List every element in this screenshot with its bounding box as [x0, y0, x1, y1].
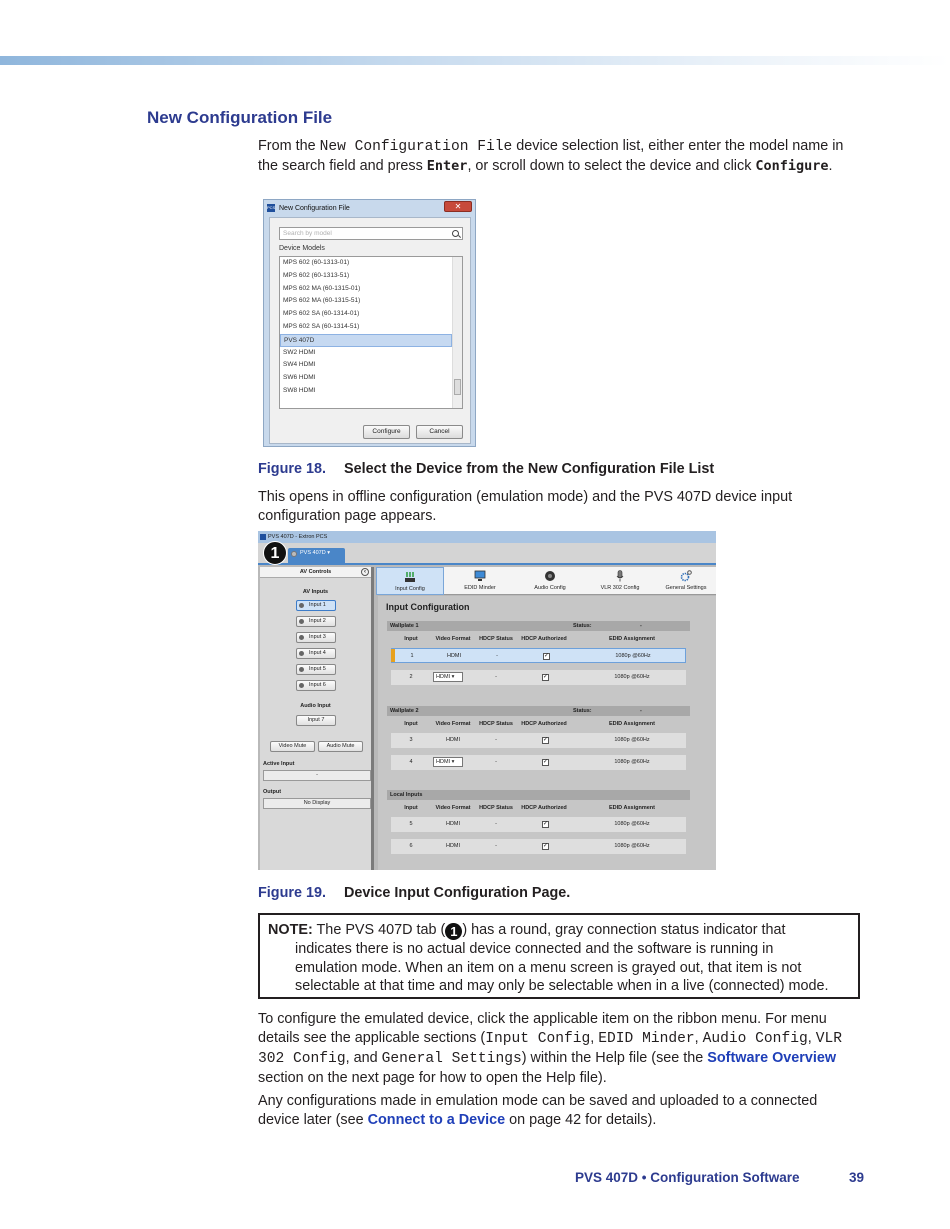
column-header: EDID Assignment	[609, 636, 655, 642]
paragraph-select-device: From the New Configuration File device selection list, either enter the model name in the search field and press Enter, or scroll down to select the device and click Configure.	[258, 138, 844, 174]
input-row[interactable]	[391, 817, 686, 832]
pcs-window-title: PVS 407D - Extron PCS	[258, 531, 716, 543]
row-selected-marker	[391, 649, 395, 662]
input-status-icon	[299, 683, 304, 688]
device-model-item[interactable]: SW4 HDMI	[283, 361, 316, 369]
column-header: EDID Assignment	[609, 805, 655, 811]
column-header: HDCP Authorized	[521, 721, 567, 727]
search-icon[interactable]	[452, 230, 459, 237]
device-model-item[interactable]: MPS 602 SA (60-1314-51)	[283, 322, 360, 330]
video-format: HDMI	[445, 737, 461, 743]
active-input-label: Active Input	[263, 761, 295, 767]
output-label: Output	[263, 789, 282, 795]
column-headers	[387, 804, 690, 813]
section-header: Local Inputs	[387, 790, 690, 800]
figure-19-caption: Figure 19. Device Input Configuration Page.	[258, 885, 571, 901]
section-title: New Configuration File	[147, 108, 333, 127]
device-model-item[interactable]: PVS 407D	[280, 334, 452, 347]
ribbon-audio-config[interactable]: Audio Config	[516, 567, 584, 595]
device-model-item[interactable]: SW6 HDMI	[283, 374, 316, 382]
column-header: Video Format	[435, 721, 471, 727]
input-status-icon	[299, 651, 304, 656]
page-number: 39	[849, 1170, 865, 1185]
input-configuration-heading: Input Configuration	[386, 602, 470, 612]
input-number: 6	[409, 843, 413, 849]
device-model-item[interactable]: MPS 602 MA (60-1315-51)	[283, 297, 361, 305]
av-input-button[interactable]: Input 4	[296, 648, 336, 659]
audio-input-button[interactable]: Input 7	[296, 715, 336, 726]
note-label: NOTE:	[268, 922, 313, 938]
pcs-input-config-screenshot	[258, 531, 716, 870]
column-header: Input	[404, 636, 418, 642]
pcs-app-icon: PCS	[267, 205, 276, 210]
list-scrollbar[interactable]	[452, 257, 462, 408]
device-models-label: Device Models	[279, 245, 325, 252]
ribbon-input-config[interactable]: Input Config	[376, 567, 444, 595]
video-format: HDMI	[445, 821, 461, 827]
ribbon-menu	[376, 567, 716, 595]
hdcp-status: -	[496, 653, 498, 659]
footer-title: PVS 407D • Configuration Software	[575, 1170, 800, 1185]
input-row[interactable]	[391, 733, 686, 748]
paragraph-configure-emulated: To configure the emulated device, click the applicable item on the ribbon menu. For menu details see the applicable sections (Input Config, EDID Minder, Audio Config, VLR 302 Config, and General Settings) within the Help file (see the Software Overview section on the next page for how to open the Help file).	[258, 1011, 842, 1086]
video-format: HDMI	[446, 653, 462, 659]
input-status-icon	[299, 667, 304, 672]
input-number: 3	[409, 737, 413, 743]
section-header: Wallplate 1 Status: -	[387, 621, 690, 631]
av-controls-panel	[260, 567, 374, 870]
section-header: Wallplate 2 Status: -	[387, 706, 690, 716]
ribbon-vlr-302-config[interactable]: VLR 302 Config	[586, 567, 654, 595]
column-headers	[387, 635, 690, 644]
header-gradient-bar	[0, 56, 950, 65]
hdcp-authorized-checkbox[interactable]: ✓	[543, 674, 549, 680]
paragraph-save-configurations: Any configurations made in emulation mode can be saved and uploaded to a connected device later (see Connect to a Device on page 42 for details).	[258, 1093, 818, 1128]
hdcp-status: -	[495, 737, 497, 743]
input-row[interactable]	[391, 648, 686, 663]
input-status-icon	[299, 635, 304, 640]
connection-status-icon	[291, 551, 297, 557]
audio-mute-button[interactable]: Audio Mute	[318, 741, 363, 752]
pcs-app-icon	[260, 534, 266, 540]
figure-18-caption: Figure 18. Select the Device from the New Configuration File List	[258, 461, 715, 477]
column-header: HDCP Status	[479, 721, 513, 727]
input-row[interactable]	[391, 839, 686, 854]
hdcp-authorized-checkbox[interactable]: ✓	[543, 843, 549, 849]
edid-assignment[interactable]: 1080p @60Hz	[614, 821, 650, 827]
hdcp-status: -	[495, 674, 497, 680]
device-tab-strip	[258, 543, 716, 565]
column-headers	[387, 720, 690, 729]
callout-badge-1: 1	[263, 541, 287, 565]
input-row[interactable]	[391, 670, 686, 685]
collapse-icon[interactable]: ‹	[361, 568, 369, 576]
video-mute-button[interactable]: Video Mute	[270, 741, 315, 752]
ribbon-general-settings[interactable]: General Settings	[656, 567, 716, 595]
hdcp-authorized-checkbox[interactable]: ✓	[544, 653, 550, 659]
search-input[interactable]: Search by model	[279, 227, 463, 240]
column-header: Video Format	[435, 636, 471, 642]
device-model-item[interactable]: MPS 602 (60-1313-51)	[283, 271, 350, 279]
column-header: Input	[404, 805, 418, 811]
software-overview-link[interactable]: Software Overview	[707, 1050, 837, 1066]
input-status-icon	[299, 619, 304, 624]
audio-input-label: Audio Input	[300, 703, 331, 709]
hdcp-status: -	[495, 843, 497, 849]
device-model-item[interactable]: SW2 HDMI	[283, 348, 316, 356]
device-model-item[interactable]: SW8 HDMI	[283, 386, 316, 394]
av-input-button[interactable]: Input 3	[296, 632, 336, 643]
av-input-button[interactable]: Input 2	[296, 616, 336, 627]
video-format: HDMI	[445, 843, 461, 849]
column-header: HDCP Authorized	[521, 805, 567, 811]
edid-assignment[interactable]: 1080p @60Hz	[614, 843, 650, 849]
active-input-field: -	[263, 770, 371, 781]
av-input-button[interactable]: Input 6	[296, 680, 336, 691]
column-header: HDCP Status	[479, 636, 513, 642]
dialog-body	[269, 217, 471, 444]
cancel-button[interactable]: Cancel	[416, 425, 463, 439]
connect-to-device-link[interactable]: Connect to a Device	[367, 1112, 506, 1128]
new-configuration-file-dialog	[263, 199, 476, 447]
edid-assignment[interactable]: 1080p @60Hz	[615, 653, 651, 659]
edid-assignment[interactable]: 1080p @60Hz	[614, 759, 650, 765]
input-config-icon	[404, 571, 416, 583]
input-number: 5	[409, 821, 413, 827]
dialog-title: New Configuration File	[279, 205, 350, 212]
hdcp-status: -	[495, 759, 497, 765]
av-input-button[interactable]: Input 5	[296, 664, 336, 675]
hdcp-authorized-checkbox[interactable]: ✓	[543, 821, 549, 827]
hdcp-authorized-checkbox[interactable]: ✓	[543, 737, 549, 743]
hdcp-authorized-checkbox[interactable]: ✓	[543, 759, 549, 765]
av-inputs-label: AV Inputs	[302, 589, 329, 595]
device-models-list[interactable]	[279, 256, 463, 409]
column-header: HDCP Status	[479, 805, 513, 811]
input-status-icon	[299, 603, 304, 608]
paragraph-offline-config: This opens in offline configuration (emulation mode) and the PVS 407D device input configuration page appears.	[258, 489, 793, 524]
input-number: 4	[409, 759, 413, 765]
edid-assignment[interactable]: 1080p @60Hz	[614, 674, 650, 680]
column-header: Input	[404, 721, 418, 727]
device-model-item[interactable]: MPS 602 MA (60-1315-01)	[283, 284, 361, 292]
column-header: HDCP Authorized	[521, 636, 567, 642]
note-box: NOTE: The PVS 407D tab ( 1 ) has a round, gray connection status indicator that indicates there is no actual device connected and the software is running in emulation mode. When an item on a menu screen is grayed out, that item is not selectable at that time and may only be selectable when in a live (connected) mode.	[258, 913, 860, 999]
device-model-item[interactable]: MPS 602 (60-1313-01)	[283, 259, 350, 266]
column-header: Video Format	[435, 805, 471, 811]
ribbon-edid-minder[interactable]: EDID Minder	[446, 567, 514, 595]
device-model-item[interactable]: MPS 602 SA (60-1314-01)	[283, 310, 360, 318]
close-icon[interactable]: ✕	[444, 201, 472, 212]
gear-icon	[680, 570, 692, 582]
edid-assignment[interactable]: 1080p @60Hz	[614, 737, 650, 743]
scrollbar-thumb[interactable]	[454, 379, 461, 395]
input-number: 2	[409, 674, 413, 680]
input-configuration-panel	[378, 596, 716, 870]
input-number: 1	[410, 653, 414, 659]
video-format-select[interactable]: HDMI ▾	[433, 757, 463, 767]
output-field: No Display	[263, 798, 371, 809]
microphone-icon	[614, 570, 626, 582]
av-controls-header: AV Controls ‹	[260, 567, 371, 578]
input-row[interactable]	[391, 755, 686, 770]
hdcp-status: -	[495, 821, 497, 827]
video-format-select[interactable]: HDMI ▾	[433, 672, 463, 682]
device-tab[interactable]: PVS 407D ▾	[288, 548, 345, 565]
column-header: EDID Assignment	[609, 721, 655, 727]
callout-badge-1: 1	[445, 923, 462, 940]
configure-button[interactable]: Configure	[363, 425, 410, 439]
av-input-button[interactable]: Input 1	[296, 600, 336, 611]
monitor-icon	[474, 570, 486, 582]
speaker-icon	[544, 570, 556, 582]
